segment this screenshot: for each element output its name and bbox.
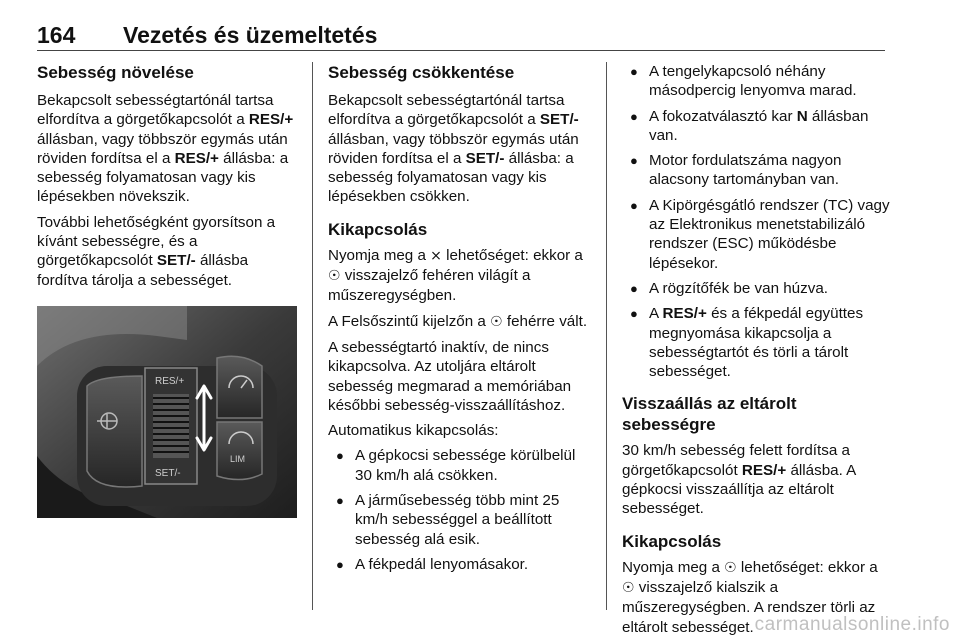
paragraph <box>328 246 596 306</box>
header-rule <box>37 50 885 51</box>
bullet-icon: ● <box>630 153 638 169</box>
set-label: SET/- <box>155 468 181 479</box>
text: A rögzítőfék be van húzva. <box>649 279 828 297</box>
text: állásba: a sebesség folyamatosan vagy kis lépésekben csökken. <box>328 149 574 206</box>
bullet-icon: ● <box>336 448 344 464</box>
text: Nyomja meg a <box>328 246 431 264</box>
text: A Felsőszintű kijelzőn a <box>328 312 491 330</box>
column-1 <box>37 62 299 296</box>
text: A <box>649 305 663 323</box>
page-title: Vezetés és üzemeltetés <box>123 22 378 48</box>
text: A gépkocsi sebessége körülbelül 30 km/h alá csökken. <box>355 447 576 484</box>
text: A tengelykapcsoló néhány másodpercig lenyomva marad. <box>649 63 857 100</box>
cruise-cancel-icon: ⨯ <box>430 247 442 264</box>
bullet-icon: ● <box>630 197 638 213</box>
paragraph: A sebességtartó inaktív, de nincs kikapcsolva. Az utoljára eltárolt sebesség megmarad a memóriában későbbi sebesség-visszaállításhoz. <box>328 338 572 414</box>
steering-wheel-controls-image <box>37 306 297 518</box>
paragraph <box>37 91 299 207</box>
section-heading: Visszaállás az eltárolt sebességre <box>622 394 797 435</box>
cruise-control-icon: ☉ <box>328 268 341 285</box>
text: A Kipörgésgátló rendszer (TC) vagy az Elektronikus menetstabilizáló rendszer (ESC) működésbe lépésekor. <box>649 196 890 272</box>
text: lehetőséget: ekkor a <box>736 558 878 576</box>
column-3 <box>622 62 890 643</box>
bullet-icon: ● <box>630 280 638 296</box>
cruise-control-icon: ☉ <box>622 579 635 596</box>
bold-text: SET/- <box>539 111 579 129</box>
text: A fokozatválasztó kar <box>649 107 797 125</box>
list-item <box>328 446 596 485</box>
text: Motor fordulatszáma nagyon alacsony tartományban van. <box>649 152 842 189</box>
text: állásba: a sebesség folyamatosan vagy kis lépésekben növekszik. <box>37 149 289 206</box>
column-2 <box>328 62 596 580</box>
bullet-list <box>622 62 890 381</box>
bullet-icon: ● <box>630 108 638 124</box>
watermark: carmanualsonline.info <box>754 614 950 635</box>
page-number: 164 <box>37 22 76 48</box>
text: állásban, vagy többször egymás után röviden fordítsa el a <box>37 130 288 167</box>
text: Nyomja meg a <box>622 558 725 576</box>
text: és a fékpedál együttes megnyomása kikapcsolja a sebességtartót és törli a tárolt sebességet. <box>649 305 864 381</box>
paragraph <box>622 441 890 518</box>
text: állásba fordítva tárolja a sebességet. <box>37 252 249 289</box>
section-heading: Kikapcsolás <box>328 219 428 239</box>
bold-text: RES/+ <box>174 149 219 167</box>
list-item <box>622 107 890 146</box>
bullet-icon: ● <box>630 306 638 322</box>
column-divider <box>312 62 313 610</box>
text: További lehetőségként gyorsítson a kívánt sebességre, és a görgetőkapcsolót <box>37 213 276 270</box>
section-heading: Sebesség csökkentése <box>328 63 515 82</box>
text: A fékpedál lenyomásakor. <box>355 555 529 573</box>
text: visszajelző kialszik a műszeregységben. A rendszer törli az eltárolt sebességet. <box>622 578 876 636</box>
cruise-control-icon: ☉ <box>724 559 737 576</box>
column-divider <box>606 62 607 610</box>
lim-label: LIM <box>230 454 246 464</box>
text: fehérre vált. <box>502 312 588 330</box>
list-item <box>328 491 596 549</box>
text: Bekapcsolt sebességtartónál tartsa elfordítva a görgetőkapcsolót a <box>37 92 274 129</box>
list-item <box>622 151 890 190</box>
text: A járműsebesség több mint 25 km/h sebességgel a beállított sebesség alá esik. <box>355 492 560 548</box>
bold-text: RES/+ <box>248 111 294 129</box>
bullet-icon: ● <box>336 493 344 509</box>
bold-text: SET/- <box>465 149 505 167</box>
paragraph: Automatikus kikapcsolás: <box>328 422 499 440</box>
paragraph <box>328 91 596 207</box>
list-item <box>622 196 890 273</box>
text: lehetőséget: ekkor a <box>441 246 583 264</box>
bullet-icon: ● <box>630 64 638 79</box>
text: Bekapcsolt sebességtartónál tartsa elfordítva a görgetőkapcsolót a <box>328 92 565 129</box>
list-item <box>622 62 890 101</box>
bold-text: SET/- <box>156 252 196 270</box>
paragraph <box>37 213 299 290</box>
bullet-list <box>328 446 596 574</box>
text: állásban, vagy többször egymás után röviden fordítsa el a <box>328 130 579 167</box>
text: állásban van. <box>649 107 869 144</box>
text: 30 km/h sebesség felett fordítsa a görgetőkapcsolót <box>622 442 850 479</box>
list-item <box>622 279 890 298</box>
res-label: RES/+ <box>155 376 185 387</box>
list-item <box>622 304 890 381</box>
text: állásba. A gépkocsi visszaállítja az eltárolt sebességet. <box>622 461 856 518</box>
bold-text: N <box>796 107 808 125</box>
cruise-control-icon: ☉ <box>490 313 503 330</box>
bold-text: RES/+ <box>662 305 707 323</box>
bold-text: RES/+ <box>741 461 787 479</box>
section-heading: Kikapcsolás <box>622 531 722 551</box>
paragraph <box>328 312 596 332</box>
section-heading: Sebesség növelése <box>37 63 194 82</box>
list-item <box>328 555 596 574</box>
bullet-icon: ● <box>336 556 344 572</box>
text: visszajelző fehéren világít a műszeregységben. <box>328 267 531 305</box>
